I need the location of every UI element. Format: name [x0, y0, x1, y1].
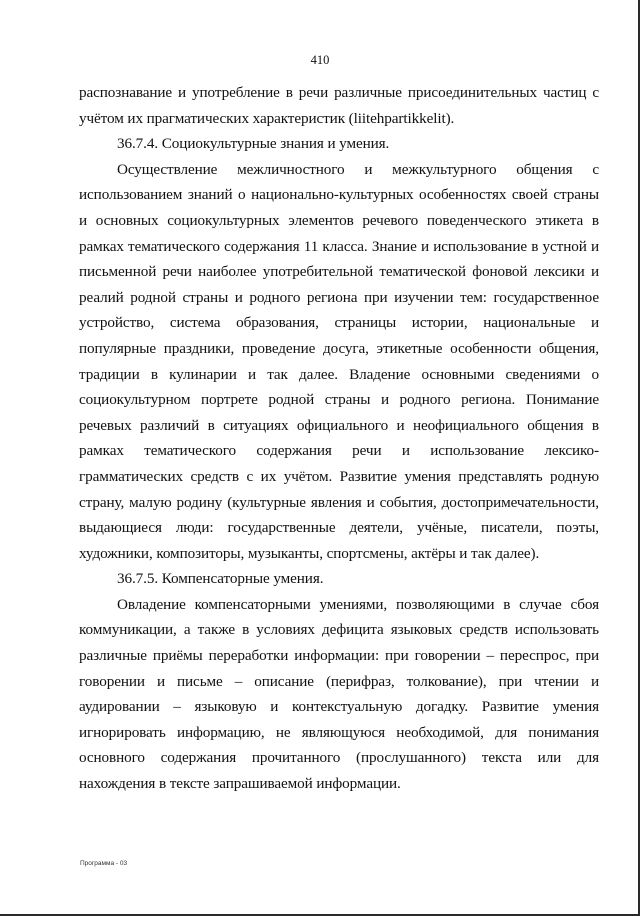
footer-label: Программа - 03: [80, 860, 128, 867]
main-text-block: [79, 80, 599, 797]
paragraph-sociocultural: Осуществление межличностного и межкультурного общения с использованием знаний о национально-культурных особенностях своей страны и основных социокультурных элементов речевого поведенческого этикета в рамках тематического содержания 11 класса. Знание и использование в устной и письменной речи наиболее употребительной тематической фоновой лексики и реалий родной страны и родного региона при изучении тем: государственное устройство, система образования, страницы истории, национальные и популярные праздники, проведение досуга, этикетные особенности общения, традиции в кулинарии и так далее. Владение основными сведениями о социокультурном портрете родной страны и родного региона. Понимание речевых различий в ситуациях официального и неофициального общения в рамках тематического содержания речи и использование лексико-грамматических средств с их учётом. Развитие умения представлять родную страну, малую родину (культурные явления и события, достопримечательности, выдающиеся люди: государственные деятели, учёные, писатели, поэты, художники, композиторы, музыканты, спортсмены, актёры и так далее).: [79, 160, 599, 562]
section-heading-compensatory: 36.7.5. Компенсаторные умения.: [117, 570, 324, 588]
paragraph-compensatory: Овладение компенсаторными умениями, позволяющими в случае сбоя коммуникации, а также в условиях дефицита языковых средств использовать различные приёмы переработки информации: при говорении – переспрос, при говорении и письме – описание (перифраз, толкование), при чтении и аудировании – языковую и контекстуальную догадку. Развитие умения игнорировать информацию, не являющуюся необходимой, для понимания основного содержания прочитанного (прослушанного) текста или для нахождения в тексте запрашиваемой информации.: [79, 595, 599, 793]
paragraph-continuation: распознавание и употребление в речи различные присоединительных частиц с учётом их прагматических характеристик (liitehpartikkelit).: [79, 84, 599, 127]
page-number: 410: [310, 53, 330, 67]
section-heading-sociocultural: 36.7.4. Социокультурные знания и умения.: [117, 135, 390, 153]
